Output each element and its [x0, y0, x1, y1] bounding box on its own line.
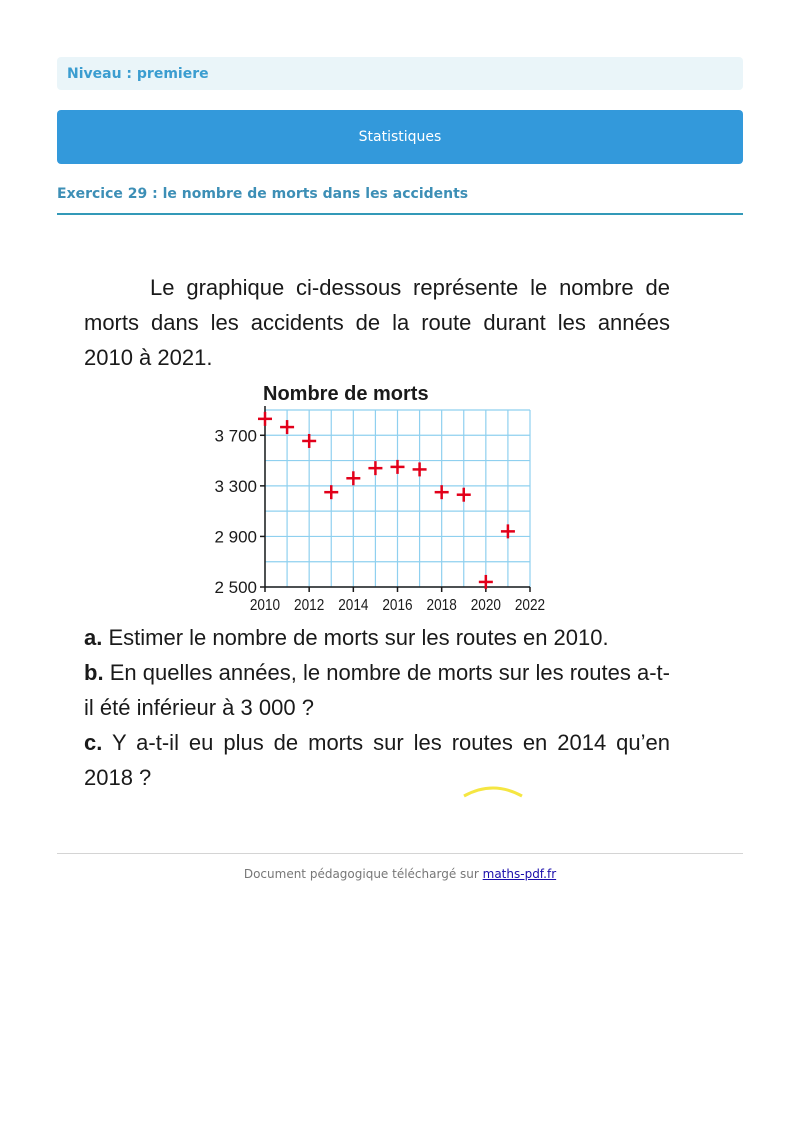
y-tick-label: 3 300 — [214, 476, 257, 496]
y-tick-label: 2 500 — [214, 578, 257, 597]
x-tick-label: 2010 — [249, 597, 281, 615]
question-letter: a. — [84, 625, 103, 650]
data-point — [391, 460, 405, 474]
question-letter: c. — [84, 730, 103, 755]
highlight-arc-decoration — [460, 784, 526, 798]
data-point — [457, 488, 471, 502]
question-text: Y a-t-il eu plus de morts sur les routes en 2014 qu’en 2018 ? — [84, 730, 670, 790]
chart — [200, 378, 560, 623]
data-point — [324, 485, 338, 499]
data-point — [413, 462, 427, 476]
question-text: En quelles années, le nombre de morts sur les routes a-t-il été inférieur à 3 000 ? — [84, 660, 670, 720]
data-point — [346, 471, 360, 485]
x-tick-label: 2014 — [338, 597, 369, 615]
data-point — [280, 420, 294, 434]
footer-divider — [57, 853, 743, 854]
x-tick-label: 2012 — [294, 597, 325, 615]
questions — [84, 620, 670, 795]
question-letter: b. — [84, 660, 104, 685]
question-b — [84, 655, 670, 725]
y-tick-label: 2 900 — [214, 527, 257, 547]
y-tick-label: 3 700 — [214, 426, 257, 446]
chart-svg — [200, 378, 560, 623]
site-link[interactable]: maths-pdf.fr — [482, 867, 557, 881]
data-point — [258, 412, 272, 426]
topic-banner: Statistiques — [57, 110, 743, 164]
x-tick-label: 2020 — [470, 597, 501, 615]
exercise-title: Exercice 29 : le nombre de morts dans les accidents — [57, 186, 743, 215]
footer-text: Document pédagogique téléchargé sur — [243, 867, 483, 881]
question-text: Estimer le nombre de morts sur les routes en 2010. — [108, 625, 609, 650]
chart-title: Nombre de morts — [263, 383, 429, 405]
x-tick-label: 2016 — [382, 597, 413, 615]
footer — [57, 867, 743, 881]
data-point — [435, 485, 449, 499]
x-tick-label: 2018 — [426, 597, 457, 615]
x-tick-label: 2022 — [514, 597, 546, 615]
data-point — [302, 434, 316, 448]
question-c — [84, 725, 670, 795]
level-label: Niveau : premiere — [57, 57, 743, 90]
intro-text: Le graphique ci-dessous représente le nombre de morts dans les accidents de la route durant les années 2010 à 2021. — [84, 275, 670, 370]
data-point — [368, 461, 382, 475]
question-a — [84, 620, 670, 655]
